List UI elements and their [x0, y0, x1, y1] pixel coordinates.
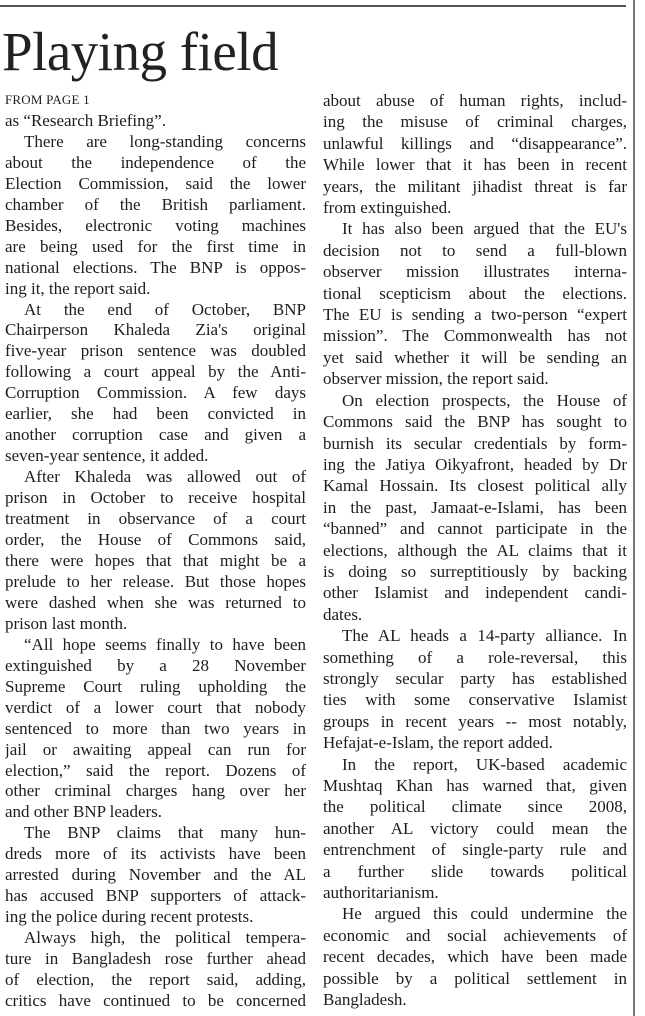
column-divider-rule [633, 0, 635, 1016]
text-line: has accused BNP supporters of attack- [5, 886, 306, 906]
text-line: something of a role-reversal, this [323, 647, 627, 667]
text-line: ing the misuse of criminal charges, [323, 112, 627, 132]
text-line: ing it, the report said. [5, 278, 151, 298]
text-line: prelude to her release. But those hopes [5, 571, 306, 591]
text-line: decision not to send a full-blown [323, 240, 627, 260]
text-line: sentenced to more than two years in [5, 718, 306, 738]
text-line: There are long-standing concerns [24, 131, 306, 151]
text-line: possible by a political settlement in [323, 968, 627, 988]
text-line: verdict of a lower court that nobody [5, 697, 306, 717]
text-line: entrenchment of single-party rule and [323, 840, 627, 860]
article-column-1 [5, 90, 306, 1012]
text-line: were dashed when she was returned to [5, 592, 306, 612]
paragraph [323, 218, 627, 389]
article-column-2 [323, 90, 627, 1010]
text-line: Election Commission, said the lower [5, 173, 306, 193]
text-line: is doing so surreptitiously by backing [323, 561, 627, 581]
text-line: Always high, the political tempera- [24, 928, 306, 948]
text-line: mission”. The Commonwealth has not [323, 326, 627, 346]
text-line: a further slide towards political [323, 861, 627, 881]
top-rule [0, 5, 626, 7]
text-line: It has also been argued that the EU's [342, 219, 627, 239]
text-line: dates. [323, 604, 363, 624]
text-line: dreds more of its activists have been [5, 844, 306, 864]
text-line: national elections. The BNP is oppos- [5, 257, 306, 277]
text-line: Supreme Court ruling upholding the [5, 676, 306, 696]
paragraph [5, 467, 306, 635]
text-line: seven-year sentence, it added. [5, 446, 209, 466]
text-line: economic and social achievements of [323, 925, 627, 945]
text-line: of election, the report said, adding, [5, 970, 306, 990]
text-line: Bangladesh. [323, 990, 407, 1010]
text-line: prison in October to receive hospital [5, 488, 306, 508]
text-line: as “Research Briefing”. [5, 110, 166, 130]
text-line: Commons said the BNP has sought to [323, 412, 627, 432]
paragraph [323, 625, 627, 753]
text-line: prison last month. [5, 613, 128, 633]
text-line: chamber of the British parliament. [5, 194, 306, 214]
text-line: At the end of October, BNP [24, 299, 306, 319]
text-line: from extinguished. [323, 198, 452, 218]
paragraph [5, 300, 306, 468]
text-line: recent decades, which have been made [323, 947, 627, 967]
paragraph [323, 903, 627, 1010]
paragraph [5, 635, 306, 824]
text-line: another corruption case and given a [5, 425, 306, 445]
text-line: Besides, electronic voting machines [5, 215, 306, 235]
text-line: Hefajat-e-Islam, the report added. [323, 733, 553, 753]
text-line: extinguished by a 28 November [5, 655, 306, 675]
text-line: While lower that it has been in recent [323, 155, 627, 175]
text-line: elections, although the AL claims that it [323, 540, 627, 560]
text-line: The BNP claims that many hun- [24, 823, 306, 843]
paragraph [5, 928, 306, 1012]
text-line: earlier, she had been convicted in [5, 404, 306, 424]
text-line: in the past, Jamaat-e-Islami, has been [323, 497, 627, 517]
paragraph [323, 90, 627, 218]
text-line: about abuse of human rights, includ- [323, 91, 627, 110]
paragraph [5, 823, 306, 928]
text-line: other criminal charges hang over her [5, 781, 306, 801]
headline: Playing field [2, 21, 279, 82]
text-line: treatment in observance of a court [5, 509, 306, 529]
text-line: tional scepticism about the elections. [323, 283, 627, 303]
text-line: five-year prison sentence was doubled [5, 341, 306, 361]
text-line: the political climate since 2008, [323, 797, 627, 817]
text-line: “All hope seems finally to have been [24, 634, 306, 654]
text-line: other Islamist and independent candi- [323, 583, 627, 603]
text-line: yet said whether it will be sending an [323, 347, 627, 367]
text-line: critics have continued to be concerned [5, 990, 306, 1010]
text-line: On election prospects, the House of [342, 390, 627, 410]
text-line: “banned” and cannot participate in the [323, 519, 627, 539]
text-line: In the report, UK-based academic [342, 754, 627, 774]
text-line: another AL victory could mean the [323, 818, 627, 838]
text-line: years, the militant jihadist threat is far [323, 176, 627, 196]
text-line: Corruption Commission. A few days [5, 383, 306, 403]
text-line: ture in Bangladesh rose further ahead [5, 949, 306, 969]
text-line: about the independence of the [5, 152, 306, 172]
paragraph [5, 111, 306, 132]
text-line: there were hopes that that might be a [5, 550, 306, 570]
text-line: After Khaleda was allowed out of [24, 467, 306, 487]
text-line: strongly secular party has established [323, 668, 627, 688]
text-line: are being used for the first time in [5, 236, 306, 256]
continuation-kicker: FROM PAGE 1 [5, 92, 90, 107]
text-line: arrested during November and the AL [5, 865, 306, 885]
text-line: ties with some conservative Islamist [323, 690, 627, 710]
text-line: ing the police during recent protests. [5, 907, 254, 927]
paragraph [323, 390, 627, 625]
text-line: groups in recent years -- most notably, [323, 711, 627, 731]
text-line: unlawful killings and “disappearance”. [323, 133, 627, 153]
text-line: authoritarianism. [323, 883, 439, 903]
text-line: He argued this could undermine the [342, 904, 627, 924]
text-line: The EU is sending a two-person “expert [323, 305, 627, 325]
text-line: Mushtaq Khan has warned that, given [323, 776, 627, 795]
text-line: Chairperson Khaleda Zia's original [5, 320, 306, 340]
text-line: following a court appeal by the Anti- [5, 362, 306, 382]
text-line: The AL heads a 14-party alliance. In [342, 626, 627, 646]
text-line: order, the House of Commons said, [5, 530, 306, 550]
text-line: jail or awaiting appeal can run for [5, 739, 306, 759]
paragraph [323, 754, 627, 904]
paragraph [5, 132, 306, 300]
text-line: observer mission, the report said. [323, 369, 549, 389]
text-line: ing the Jatiya Oikyafront, headed by Dr [323, 454, 627, 474]
text-line: observer mission illustrates interna- [323, 262, 627, 282]
text-line: Kamal Hossain. Its closest political ally [323, 476, 627, 496]
text-line: election,” said the report. Dozens of [5, 760, 306, 780]
text-line: and other BNP leaders. [5, 802, 163, 822]
text-line: burnish its secular credentials by form- [323, 433, 627, 453]
